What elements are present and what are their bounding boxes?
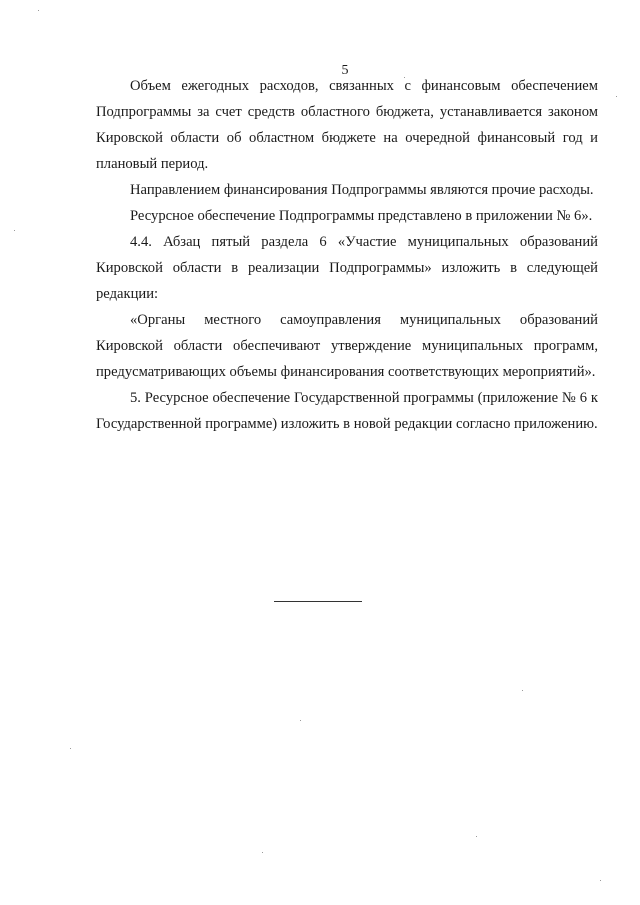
scan-speck: [476, 836, 477, 837]
paragraph-item-5: 5. Ресурсное обеспечение Государственной программы (приложение № 6 к Государственной программе) изложить в новой редакции согласно приложению.: [96, 390, 598, 432]
scan-speck: [600, 880, 601, 881]
paragraph-resource-support: Ресурсное обеспечение Подпрограммы представлено в приложении № 6».: [130, 208, 593, 224]
scan-speck: [522, 690, 523, 691]
page-number: 5: [341, 63, 349, 78]
paragraph-funding-direction: Направлением финансирования Подпрограммы являются прочие расходы.: [130, 182, 594, 198]
scan-speck: [14, 230, 15, 231]
scan-speck: [404, 77, 405, 78]
paragraph-expenses: Объем ежегодных расходов, связанных с финансовым обеспечением Подпрограммы за счет средств областного бюджета, устанавливается законом Кировской области об областном бюджете на очередной финансовый год и плановый период.: [96, 78, 598, 172]
paragraph-quoted-amendment: «Органы местного самоуправления муниципальных образований Кировской области обеспечивают утверждение муниципальных программ, предусматривающих объемы финансирования соответствующих мероприятий».: [96, 312, 598, 380]
scan-speck: [300, 720, 301, 721]
scan-speck: [70, 748, 71, 749]
scan-speck: [616, 96, 617, 97]
document-body: [96, 73, 598, 437]
paragraph-item-4-4: 4.4. Абзац пятый раздела 6 «Участие муниципальных образований Кировской области в реализации Подпрограммы» изложить в следующей редакции:: [96, 234, 598, 302]
scan-speck: [38, 10, 39, 11]
scan-speck: [262, 852, 263, 853]
closing-rule: [274, 601, 362, 602]
